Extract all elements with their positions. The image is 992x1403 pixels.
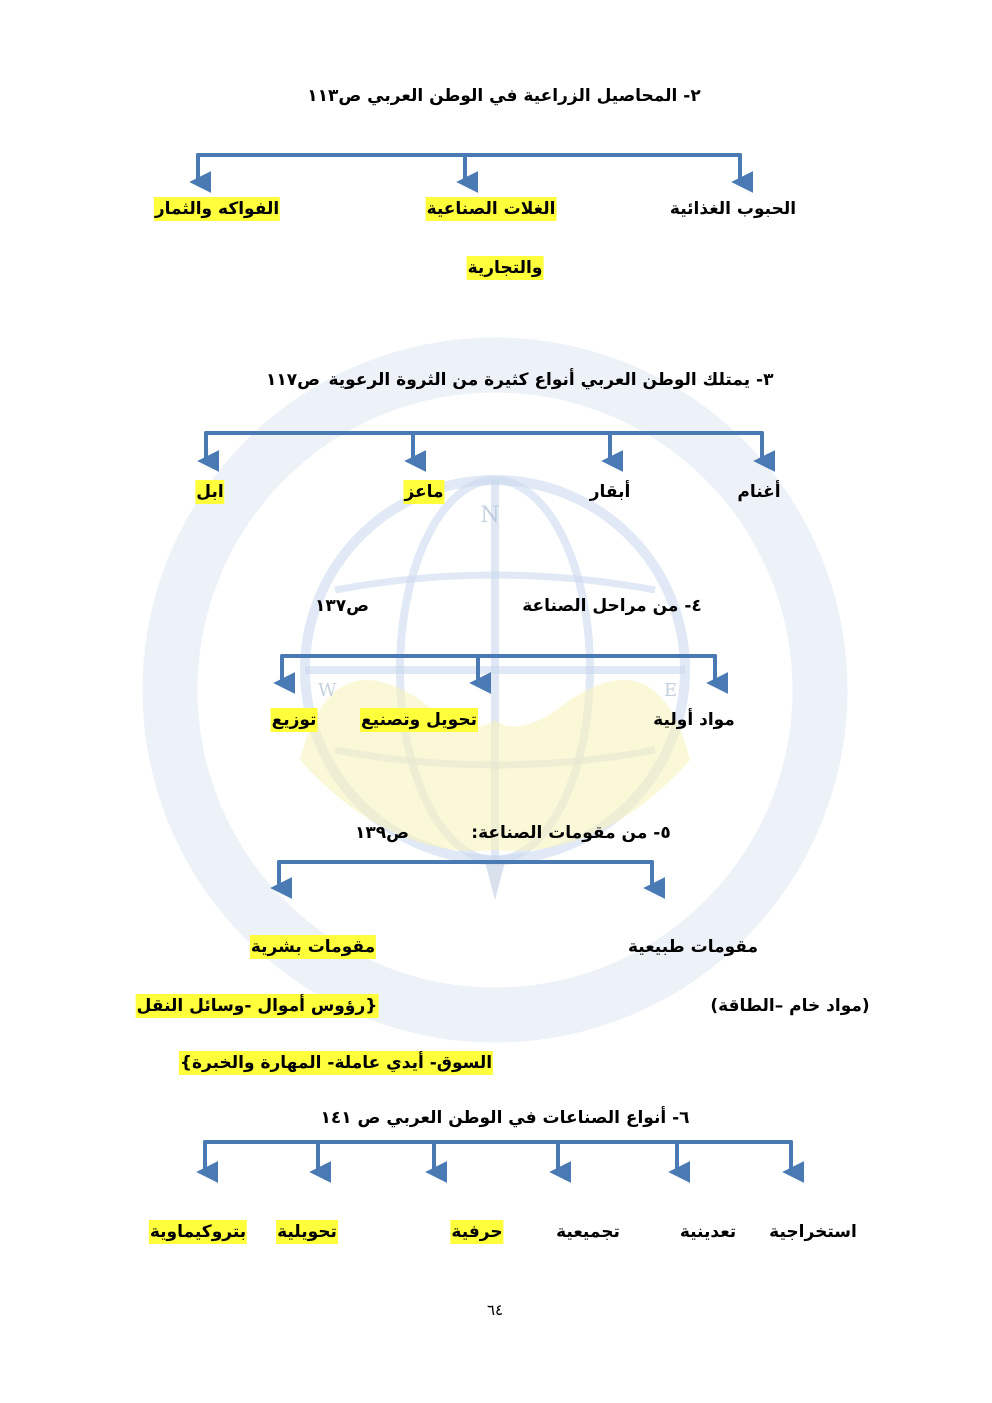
svg-text:N: N xyxy=(480,503,500,528)
section6-item-assembly: تجميعية xyxy=(556,1222,620,1242)
section5-item-natural: مقومات طبيعية xyxy=(627,937,759,957)
section3-item-camels: ابل xyxy=(196,482,224,502)
section4-title: ٤- من مراحل الصناعة xyxy=(522,596,702,616)
section4-bracket xyxy=(282,656,715,683)
section3-bracket xyxy=(206,433,762,461)
section2-item-fruits: الفواكه والثمار xyxy=(154,199,280,219)
section3-item-sheep: أغنام xyxy=(737,482,781,502)
section3-item-goats: ماعز xyxy=(404,482,444,502)
section6-item-extractive: استخراجية xyxy=(769,1222,857,1242)
section5-natural-detail: (مواد خام –الطاقة) xyxy=(710,996,870,1016)
section3-title: ٣- يمتلك الوطن العربي أنواع كثيرة من الثروة الرعوية xyxy=(328,370,774,390)
section6-item-manufacturing: تحويلية xyxy=(277,1222,337,1242)
section6-title: ٦- أنواع الصناعات في الوطن العربي ص ١٤١ xyxy=(320,1108,690,1128)
section4-item-processing: تحويل وتصنيع xyxy=(361,710,477,730)
section2-bracket xyxy=(198,155,740,182)
section4-page: ص١٣٧ xyxy=(314,596,370,616)
section5-page: ص١٣٩ xyxy=(354,823,410,843)
section5-title: ٥- من مقومات الصناعة: xyxy=(471,823,671,843)
section2-item-commercial: والتجارية xyxy=(467,258,543,278)
section5-bracket xyxy=(279,862,652,888)
section3-item-cattle: أبقار xyxy=(589,482,631,502)
section6-item-craft: حرفية xyxy=(451,1222,503,1242)
page-number: ٦٤ xyxy=(486,1301,504,1319)
section6-item-petrochemical: بتروكيماوية xyxy=(149,1222,247,1242)
section6-item-mining: تعدينية xyxy=(679,1222,737,1242)
section5-human-detail-2: السوق- أيدي عاملة- المهارة والخبرة} xyxy=(179,1053,493,1073)
section2-title: ٢- المحاصيل الزراعية في الوطن العربي ص١١٣ xyxy=(307,86,701,106)
svg-text:W: W xyxy=(318,680,337,701)
section4-item-raw-materials: مواد أولية xyxy=(653,710,735,730)
section5-human-detail-1: {رؤوس أموال -وسائل النقل xyxy=(136,996,378,1016)
svg-text:E: E xyxy=(664,680,678,701)
section2-item-industrial-crops: الغلات الصناعية xyxy=(426,199,556,219)
section5-item-human: مقومات بشرية xyxy=(250,937,376,957)
section6-bracket xyxy=(205,1142,791,1172)
section2-item-grains: الحبوب الغذائية xyxy=(669,199,797,219)
section4-item-distribution: توزيع xyxy=(271,710,317,730)
section3-page: ص١١٧ xyxy=(265,370,321,390)
